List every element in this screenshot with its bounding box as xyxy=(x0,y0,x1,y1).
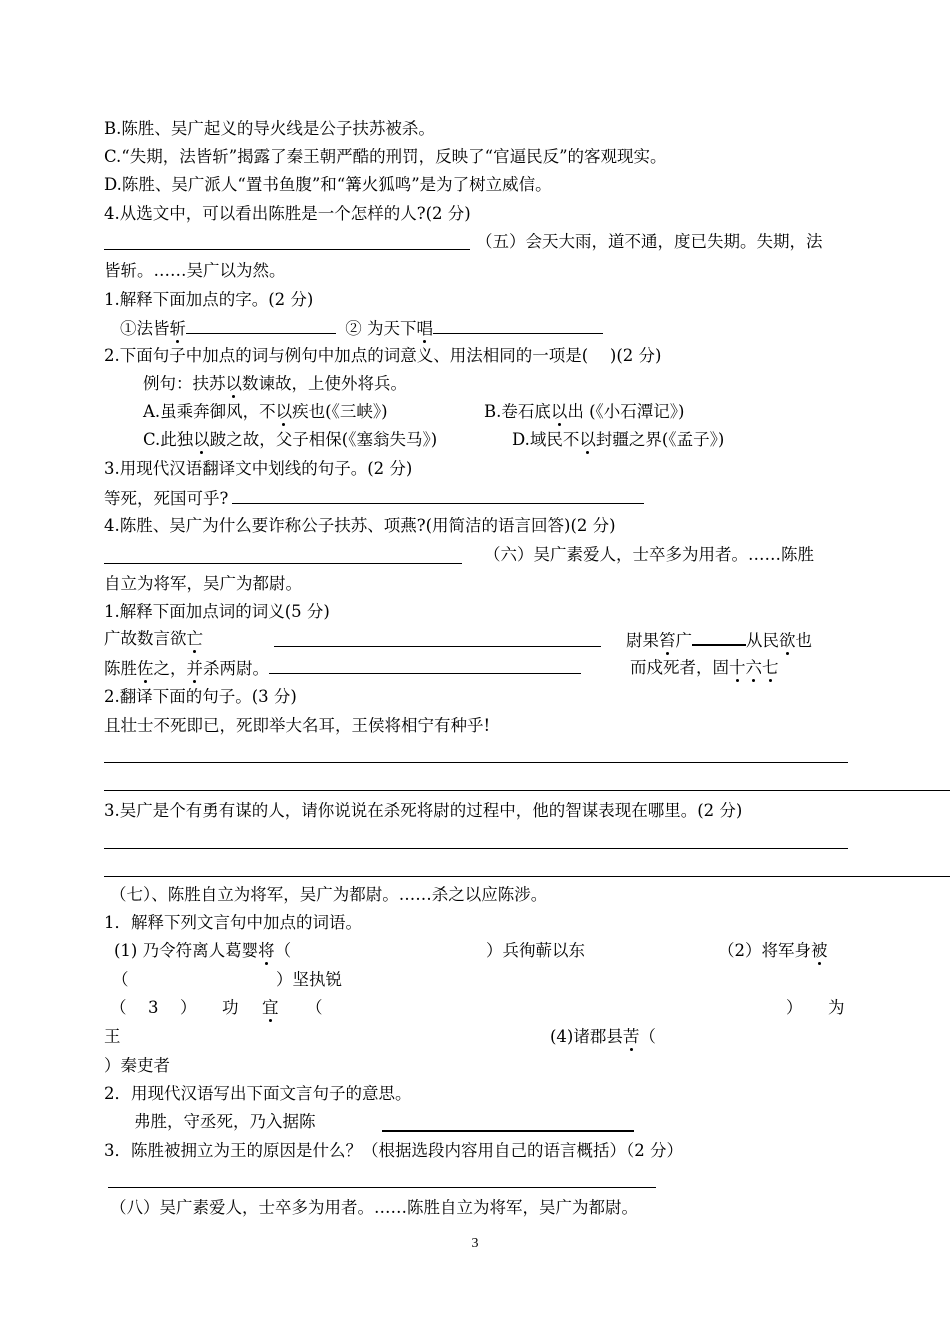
text: 陈胜 xyxy=(104,659,137,678)
text: （2）将军身 xyxy=(718,941,811,960)
answer-line[interactable] xyxy=(104,876,950,877)
text: 例句：扶苏 xyxy=(143,374,226,393)
dotted-char: 将 xyxy=(258,941,275,960)
option-b: B.陈胜、吴广起义的导火线是公子扶苏被杀。 xyxy=(104,119,435,138)
answer-line[interactable] xyxy=(104,848,848,849)
question-2: 2．用现代汉语写出下面文言句子的意思。 xyxy=(104,1084,412,1103)
word-item-2-3 xyxy=(626,628,812,652)
answer-blank[interactable] xyxy=(232,487,644,504)
question-3: 3．陈胜被拥立为王的原因是什么？（根据选段内容用自己的语言概括）（2 分） xyxy=(104,1141,683,1160)
text: 也 xyxy=(795,631,812,650)
word-item-3-paren: （ xyxy=(306,998,323,1017)
question-4: 4.陈胜、吴广为什么要诈称公子扶苏、项燕?(用简洁的语言回答)(2 分) xyxy=(104,516,616,535)
example-sentence xyxy=(143,373,407,395)
word-item-1-end: ）兵徇蕲以东 xyxy=(486,941,585,960)
choice-c[interactable] xyxy=(143,429,437,451)
answer-line[interactable] xyxy=(108,1187,656,1188)
dotted-char: 七 xyxy=(762,658,779,677)
question-2: 2.下面句子中加点的词与例句中加点的词意义、用法相同的一项是( )(2 分) xyxy=(104,346,662,365)
dotted-char: 苦 xyxy=(622,1027,640,1046)
word-item-3-wei: 为 xyxy=(828,998,845,1017)
question-1: 1.解释下面加点的字。(2 分) xyxy=(104,290,314,309)
passage-8-heading: （八）吴广素爱人，士卒多为用者。……陈胜自立为将军，吴广为都尉。 xyxy=(110,1198,638,1217)
word-item-1 xyxy=(104,628,203,650)
passage-5-continued: 皆斩。……吴广以为然。 xyxy=(104,261,286,280)
word-item-3-close: ） xyxy=(180,998,197,1017)
text: 从民 xyxy=(746,631,779,650)
text: 等死，死国可乎? xyxy=(104,489,229,508)
word-item-2-open: （ xyxy=(112,970,129,989)
word-item-3-wang: 王 xyxy=(104,1027,121,1046)
answer-line[interactable] xyxy=(104,790,950,791)
translate-sentence xyxy=(104,487,644,510)
text: 广故数言欲 xyxy=(104,629,187,648)
dotted-char: 宜 xyxy=(262,998,279,1017)
dotted-char: 佐 xyxy=(137,659,154,678)
question-2: 2.翻译下面的句子。(3 分) xyxy=(104,687,297,706)
dotted-char: 被 xyxy=(811,941,828,960)
dotted-char: 欲 xyxy=(779,631,796,650)
passage-5-heading: （五）会天大雨，道不通，度已失期。失期，法 xyxy=(476,232,823,251)
dotted-char: 并 xyxy=(186,659,203,678)
page-number: 3 xyxy=(471,1236,479,1251)
option-d: D.陈胜、吴广派人“置书鱼腹”和“篝火狐鸣”是为了树立威信。 xyxy=(104,175,552,194)
dotted-char: 十 xyxy=(729,658,746,677)
word-item-5 xyxy=(630,657,779,679)
translate-sentence: 弗胜，守丞死，乃入据陈 xyxy=(134,1112,316,1131)
text: 出 (《小石潭记》) xyxy=(567,402,685,421)
word-item-2-end: ）坚执锐 xyxy=(276,970,342,989)
text: C.此独 xyxy=(143,430,194,449)
word-item-1 xyxy=(114,940,291,962)
word-item-4-end: ）秦吏者 xyxy=(104,1056,170,1075)
dotted-char: 以 xyxy=(193,430,210,449)
question-3: 3.用现代汉语翻译文中划线的句子。(2 分) xyxy=(104,459,413,478)
text: 广 xyxy=(675,631,692,650)
passage-7-heading: （七）、陈胜自立为将军，吴广为都尉。……杀之以应陈涉。 xyxy=(110,885,548,904)
answer-blank[interactable] xyxy=(186,317,336,334)
text: (4)诸郡县 xyxy=(550,1027,623,1046)
answer-line[interactable] xyxy=(382,1130,634,1132)
dotted-char: 斩 xyxy=(169,319,186,338)
item-marker: ① xyxy=(120,319,137,338)
question-3: 3.吴广是个有勇有谋的人，请你说说在杀死将尉的过程中，他的智谋表现在哪里。(2 分) xyxy=(104,801,743,820)
answer-blank[interactable] xyxy=(269,657,581,674)
word-item-3-open: （ xyxy=(110,998,127,1017)
text: 而戍死者，固 xyxy=(630,658,729,677)
answer-line[interactable] xyxy=(104,249,470,250)
word-item-2 xyxy=(718,940,828,962)
item-text: ② 为天下 xyxy=(345,319,417,338)
text: （ xyxy=(274,941,292,960)
text: D.域民不 xyxy=(512,430,580,449)
question-1: 1．解释下列文言句中加点的词语。 xyxy=(104,913,362,932)
translate-sentence: 且壮士不死即已，死即举大名耳，王侯将相宁有种乎! xyxy=(104,716,491,735)
text: 数谏故，上使外将兵。 xyxy=(242,374,407,393)
dotted-char: 六 xyxy=(745,658,762,677)
answer-line[interactable] xyxy=(104,762,848,763)
word-item-4 xyxy=(550,1026,656,1048)
word-item-3-text: 功 xyxy=(222,998,239,1017)
dotted-char: 以 xyxy=(579,430,596,449)
question-1-items xyxy=(120,317,603,340)
answer-line[interactable] xyxy=(104,563,462,564)
word-item-3-number: 3 xyxy=(148,998,159,1017)
passage-6-continued: 自立为将军，吴广为都尉。 xyxy=(104,574,302,593)
choice-d[interactable] xyxy=(512,429,724,451)
dotted-char: 唱 xyxy=(416,319,433,338)
choice-a[interactable] xyxy=(143,401,388,423)
item-text: 法皆 xyxy=(136,319,170,338)
word-item-4 xyxy=(104,657,581,680)
dotted-char: 亡 xyxy=(186,629,203,648)
text: 封疆之界(《孟子》) xyxy=(595,430,725,449)
option-c: C.“失期，法皆斩”揭露了秦王朝严酷的刑罚，反映了“官逼民反”的客观现实。 xyxy=(104,147,667,166)
text: 杀两尉。 xyxy=(203,659,269,678)
text: B.卷石底 xyxy=(484,402,551,421)
answer-blank[interactable] xyxy=(692,628,746,646)
dotted-char: 以 xyxy=(550,402,568,421)
text: （ xyxy=(639,1027,656,1046)
dotted-char: 以 xyxy=(225,374,242,393)
text: 尉果 xyxy=(626,631,659,650)
word-item-3-dotted xyxy=(262,997,279,1019)
text: A.虽乘奔御风，不 xyxy=(143,402,276,421)
text: 跛之故，父子相保(《塞翁失马》) xyxy=(209,430,438,449)
answer-line[interactable] xyxy=(274,646,601,647)
choice-b[interactable] xyxy=(484,401,685,423)
dotted-char: 以 xyxy=(275,402,293,421)
word-item-3-paren-close: ） xyxy=(786,998,803,1017)
dotted-char: 笞 xyxy=(659,631,676,650)
passage-6-heading: （六）吴广素爱人，士卒多为用者。……陈胜 xyxy=(484,545,814,564)
text: (1) 乃令符离人葛婴 xyxy=(114,941,259,960)
text: 之， xyxy=(153,659,187,678)
text: 疾也(《三峡》) xyxy=(292,402,388,421)
question-4: 4.从选文中，可以看出陈胜是一个怎样的人?(2 分) xyxy=(104,204,471,223)
question-1: 1.解释下面加点词的词义(5 分) xyxy=(104,602,330,621)
answer-blank[interactable] xyxy=(433,317,603,334)
